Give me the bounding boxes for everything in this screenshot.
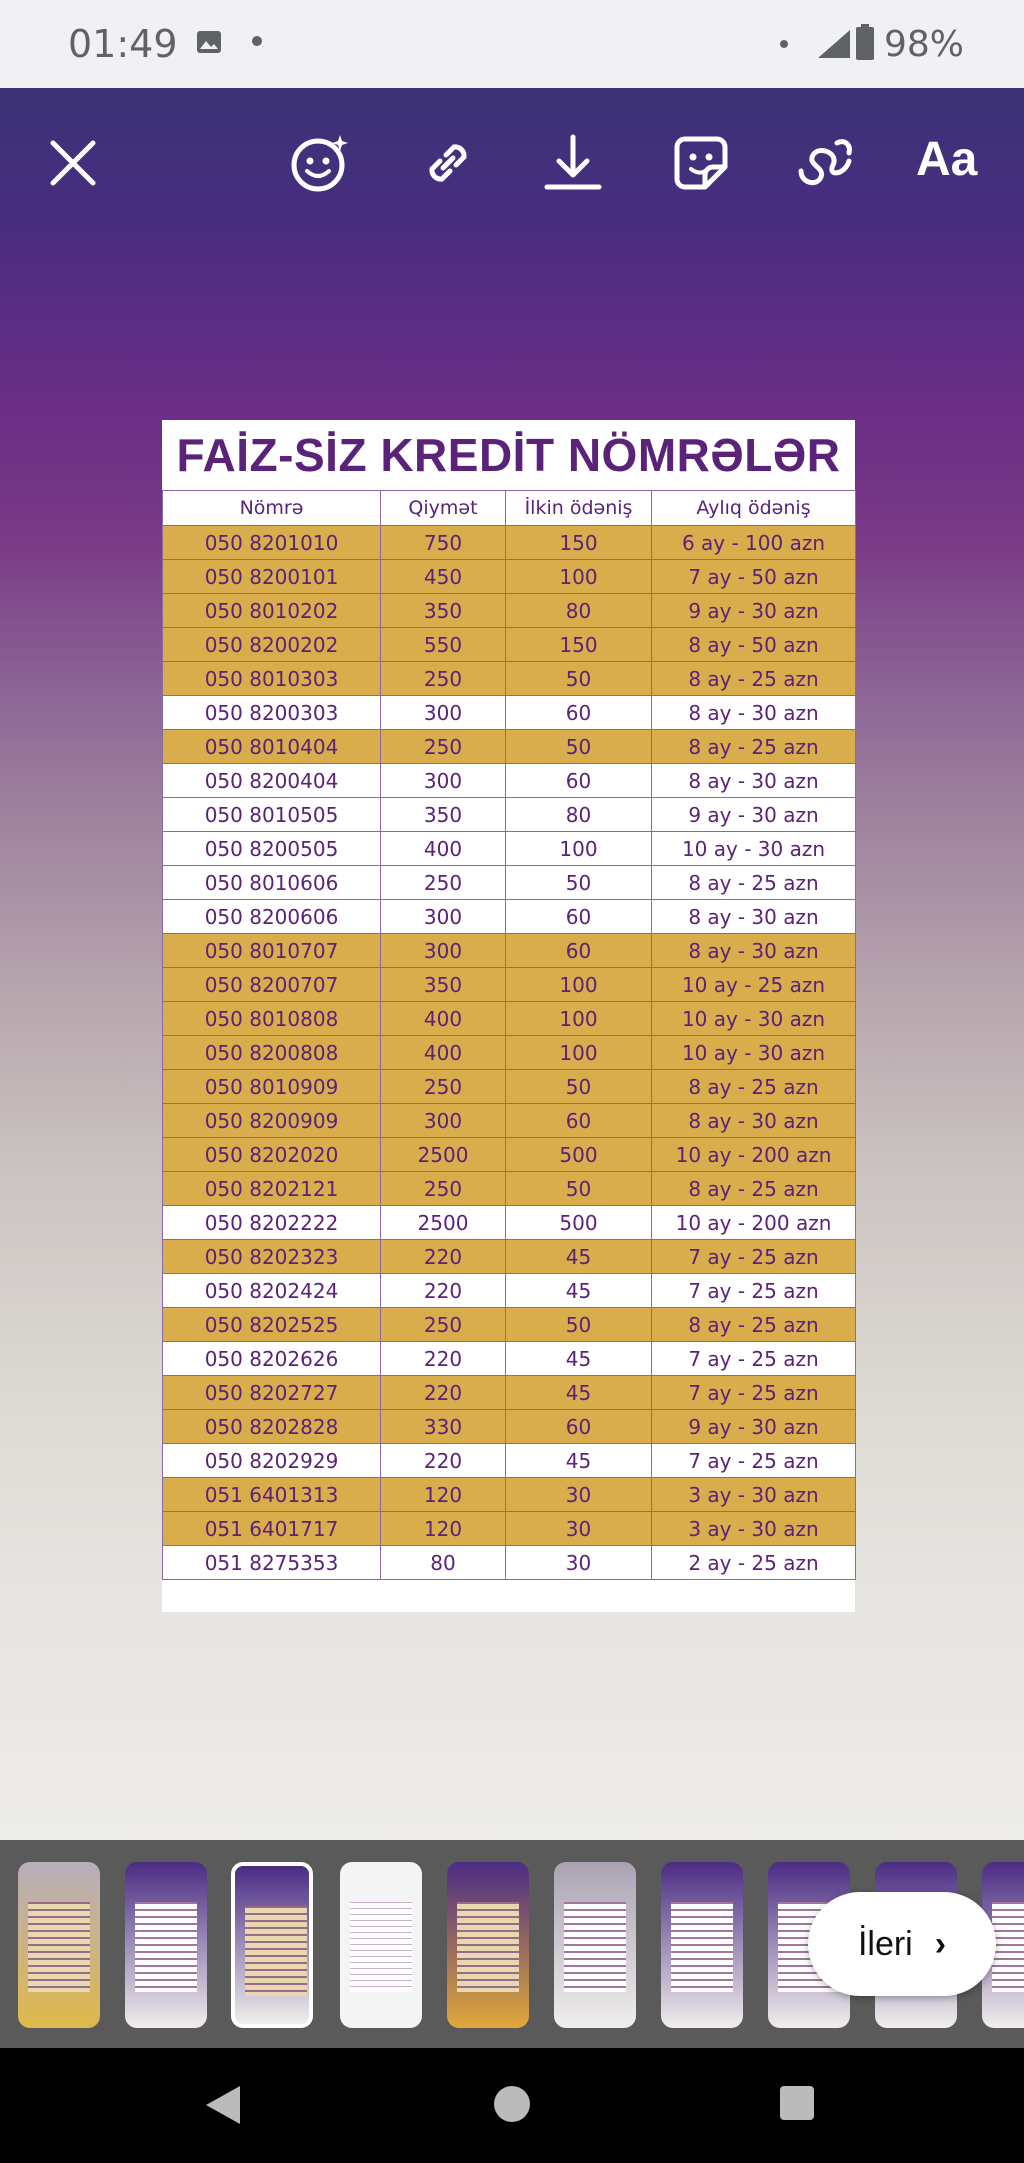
cell-monthly-payment: 7 ay - 25 azn bbox=[652, 1342, 856, 1376]
cell-number: 050 8202727 bbox=[163, 1376, 381, 1410]
cell-initial-payment: 30 bbox=[506, 1546, 652, 1580]
table-row bbox=[163, 1036, 856, 1070]
thumbnail-3-selected[interactable] bbox=[231, 1862, 313, 2028]
table-row bbox=[163, 1546, 856, 1580]
cell-number: 051 6401313 bbox=[163, 1478, 381, 1512]
cell-price: 250 bbox=[381, 1308, 506, 1342]
chevron-right-icon: › bbox=[934, 1924, 947, 1963]
table-row bbox=[163, 662, 856, 696]
cell-monthly-payment: 8 ay - 30 azn bbox=[652, 764, 856, 798]
link-button[interactable] bbox=[413, 128, 483, 198]
cell-monthly-payment: 3 ay - 30 azn bbox=[652, 1478, 856, 1512]
cell-price: 300 bbox=[381, 1104, 506, 1138]
notification-dot-icon bbox=[252, 36, 262, 46]
link-icon bbox=[416, 131, 480, 195]
sticker-icon bbox=[669, 131, 733, 195]
cell-initial-payment: 60 bbox=[506, 900, 652, 934]
cell-monthly-payment: 7 ay - 25 azn bbox=[652, 1376, 856, 1410]
cell-monthly-payment: 2 ay - 25 azn bbox=[652, 1546, 856, 1580]
back-button[interactable] bbox=[206, 2086, 240, 2124]
download-icon bbox=[541, 131, 605, 195]
table-row bbox=[163, 1206, 856, 1240]
table-row bbox=[163, 866, 856, 900]
cell-number: 050 8202525 bbox=[163, 1308, 381, 1342]
table-row bbox=[163, 1104, 856, 1138]
cell-number: 050 8010505 bbox=[163, 798, 381, 832]
cell-number: 050 8200202 bbox=[163, 628, 381, 662]
cell-price: 350 bbox=[381, 594, 506, 628]
scribble-draw-icon bbox=[793, 131, 857, 195]
cell-number: 050 8200808 bbox=[163, 1036, 381, 1070]
next-button[interactable] bbox=[808, 1892, 996, 1996]
table-row bbox=[163, 1138, 856, 1172]
cell-number: 050 8010404 bbox=[163, 730, 381, 764]
cell-initial-payment: 60 bbox=[506, 696, 652, 730]
cell-initial-payment: 80 bbox=[506, 798, 652, 832]
table-row bbox=[163, 1512, 856, 1546]
editor-toolbar bbox=[0, 88, 1024, 238]
cell-price: 2500 bbox=[381, 1138, 506, 1172]
cell-price: 300 bbox=[381, 696, 506, 730]
cell-number: 050 8010606 bbox=[163, 866, 381, 900]
cell-initial-payment: 150 bbox=[506, 628, 652, 662]
home-button[interactable] bbox=[494, 2086, 530, 2122]
cell-initial-payment: 45 bbox=[506, 1342, 652, 1376]
cell-initial-payment: 80 bbox=[506, 594, 652, 628]
cell-price: 220 bbox=[381, 1376, 506, 1410]
download-button[interactable] bbox=[538, 128, 608, 198]
cell-initial-payment: 150 bbox=[506, 526, 652, 560]
cell-price: 450 bbox=[381, 560, 506, 594]
cell-number: 050 8200404 bbox=[163, 764, 381, 798]
table-row bbox=[163, 696, 856, 730]
cell-monthly-payment: 3 ay - 30 azn bbox=[652, 1512, 856, 1546]
credit-numbers-table bbox=[162, 490, 856, 1580]
cell-price: 550 bbox=[381, 628, 506, 662]
close-button[interactable] bbox=[38, 128, 108, 198]
image-notification-icon bbox=[196, 30, 222, 54]
cell-price: 250 bbox=[381, 866, 506, 900]
thumbnail-6[interactable] bbox=[554, 1862, 636, 2028]
cell-monthly-payment: 8 ay - 30 azn bbox=[652, 900, 856, 934]
status-time: 01:49 bbox=[68, 22, 178, 66]
cell-number: 050 8202929 bbox=[163, 1444, 381, 1478]
cell-price: 120 bbox=[381, 1478, 506, 1512]
cell-number: 050 8200707 bbox=[163, 968, 381, 1002]
table-row bbox=[163, 560, 856, 594]
cell-number: 050 8010909 bbox=[163, 1070, 381, 1104]
cell-price: 300 bbox=[381, 764, 506, 798]
sheet-title: FAİZ-SİZ KREDİT NÖMRƏLƏR bbox=[176, 429, 841, 481]
cell-initial-payment: 100 bbox=[506, 832, 652, 866]
cell-price: 300 bbox=[381, 934, 506, 968]
cell-initial-payment: 45 bbox=[506, 1240, 652, 1274]
header-number: Nömrə bbox=[163, 491, 381, 526]
status-dot-icon bbox=[780, 40, 788, 48]
cell-monthly-payment: 10 ay - 25 azn bbox=[652, 968, 856, 1002]
cell-monthly-payment: 10 ay - 200 azn bbox=[652, 1206, 856, 1240]
cell-price: 250 bbox=[381, 662, 506, 696]
cell-price: 330 bbox=[381, 1410, 506, 1444]
table-row bbox=[163, 934, 856, 968]
cell-number: 050 8200505 bbox=[163, 832, 381, 866]
header-initial-payment: İlkin ödəniş bbox=[506, 491, 652, 526]
cell-price: 400 bbox=[381, 1002, 506, 1036]
cell-monthly-payment: 7 ay - 25 azn bbox=[652, 1274, 856, 1308]
cell-number: 050 8200606 bbox=[163, 900, 381, 934]
cell-monthly-payment: 8 ay - 25 azn bbox=[652, 662, 856, 696]
cell-price: 750 bbox=[381, 526, 506, 560]
cell-initial-payment: 50 bbox=[506, 1070, 652, 1104]
table-row bbox=[163, 1410, 856, 1444]
cell-price: 80 bbox=[381, 1546, 506, 1580]
header-monthly-payment: Aylıq ödəniş bbox=[652, 491, 856, 526]
draw-button[interactable] bbox=[790, 128, 860, 198]
table-row bbox=[163, 1376, 856, 1410]
cell-price: 220 bbox=[381, 1342, 506, 1376]
cell-initial-payment: 30 bbox=[506, 1512, 652, 1546]
cell-monthly-payment: 8 ay - 25 azn bbox=[652, 730, 856, 764]
text-tool-button[interactable]: Aa bbox=[916, 133, 978, 186]
header-price: Qiymət bbox=[381, 491, 506, 526]
cell-initial-payment: 45 bbox=[506, 1274, 652, 1308]
cell-price: 250 bbox=[381, 1172, 506, 1206]
cell-price: 2500 bbox=[381, 1206, 506, 1240]
sticker-button[interactable] bbox=[666, 128, 736, 198]
battery-percentage: 98% bbox=[884, 24, 965, 65]
table-header-row bbox=[163, 491, 856, 526]
cell-price: 220 bbox=[381, 1240, 506, 1274]
cell-initial-payment: 45 bbox=[506, 1376, 652, 1410]
cell-number: 050 8202121 bbox=[163, 1172, 381, 1206]
cell-price: 350 bbox=[381, 968, 506, 1002]
cell-initial-payment: 100 bbox=[506, 1002, 652, 1036]
next-button-label: İleri bbox=[857, 1924, 913, 1963]
cell-monthly-payment: 6 ay - 100 azn bbox=[652, 526, 856, 560]
story-editor bbox=[0, 88, 1024, 1840]
cell-price: 220 bbox=[381, 1444, 506, 1478]
table-row bbox=[163, 1240, 856, 1274]
cell-price: 120 bbox=[381, 1512, 506, 1546]
cell-monthly-payment: 8 ay - 50 azn bbox=[652, 628, 856, 662]
cell-number: 050 8010808 bbox=[163, 1002, 381, 1036]
cell-monthly-payment: 8 ay - 30 azn bbox=[652, 696, 856, 730]
table-row bbox=[163, 832, 856, 866]
cell-monthly-payment: 8 ay - 30 azn bbox=[652, 1104, 856, 1138]
cell-monthly-payment: 7 ay - 25 azn bbox=[652, 1240, 856, 1274]
close-icon bbox=[41, 131, 105, 195]
cell-price: 400 bbox=[381, 1036, 506, 1070]
cell-initial-payment: 60 bbox=[506, 764, 652, 798]
cell-price: 220 bbox=[381, 1274, 506, 1308]
cell-number: 050 8202828 bbox=[163, 1410, 381, 1444]
table-row bbox=[163, 1172, 856, 1206]
table-row bbox=[163, 628, 856, 662]
cell-initial-payment: 50 bbox=[506, 866, 652, 900]
cell-initial-payment: 50 bbox=[506, 1308, 652, 1342]
table-row bbox=[163, 526, 856, 560]
cell-monthly-payment: 10 ay - 200 azn bbox=[652, 1138, 856, 1172]
table-row bbox=[163, 1002, 856, 1036]
cell-monthly-payment: 10 ay - 30 azn bbox=[652, 1002, 856, 1036]
media-thumbnail-strip bbox=[0, 1840, 1024, 2048]
cell-number: 050 8010707 bbox=[163, 934, 381, 968]
table-row bbox=[163, 594, 856, 628]
cell-monthly-payment: 8 ay - 25 azn bbox=[652, 1070, 856, 1104]
cell-price: 400 bbox=[381, 832, 506, 866]
face-effects-icon bbox=[288, 131, 352, 195]
table-row bbox=[163, 798, 856, 832]
cell-number: 051 6401717 bbox=[163, 1512, 381, 1546]
thumbnail-4[interactable] bbox=[340, 1862, 422, 2028]
cell-price: 300 bbox=[381, 900, 506, 934]
cell-initial-payment: 100 bbox=[506, 1036, 652, 1070]
cell-monthly-payment: 10 ay - 30 azn bbox=[652, 832, 856, 866]
recents-button[interactable] bbox=[780, 2086, 814, 2120]
cell-number: 050 8200303 bbox=[163, 696, 381, 730]
cell-monthly-payment: 9 ay - 30 azn bbox=[652, 798, 856, 832]
cell-number: 050 8010202 bbox=[163, 594, 381, 628]
cell-initial-payment: 30 bbox=[506, 1478, 652, 1512]
cell-monthly-payment: 7 ay - 25 azn bbox=[652, 1444, 856, 1478]
signal-icon bbox=[816, 28, 852, 60]
cell-price: 250 bbox=[381, 1070, 506, 1104]
thumbnail-1[interactable] bbox=[18, 1862, 100, 2028]
table-row bbox=[163, 1274, 856, 1308]
cell-initial-payment: 50 bbox=[506, 662, 652, 696]
cell-initial-payment: 60 bbox=[506, 1104, 652, 1138]
cell-number: 050 8200101 bbox=[163, 560, 381, 594]
cell-price: 250 bbox=[381, 730, 506, 764]
cell-initial-payment: 100 bbox=[506, 560, 652, 594]
cell-number: 050 8201010 bbox=[163, 526, 381, 560]
cell-number: 051 8275353 bbox=[163, 1546, 381, 1580]
table-row bbox=[163, 1342, 856, 1376]
cell-initial-payment: 50 bbox=[506, 730, 652, 764]
cell-price: 350 bbox=[381, 798, 506, 832]
table-row bbox=[163, 1308, 856, 1342]
cell-initial-payment: 500 bbox=[506, 1138, 652, 1172]
cell-monthly-payment: 7 ay - 50 azn bbox=[652, 560, 856, 594]
table-row bbox=[163, 1478, 856, 1512]
battery-icon bbox=[856, 24, 874, 60]
cell-number: 050 8202020 bbox=[163, 1138, 381, 1172]
table-row bbox=[163, 968, 856, 1002]
cell-number: 050 8202222 bbox=[163, 1206, 381, 1240]
effects-button[interactable] bbox=[285, 128, 355, 198]
status-bar bbox=[0, 0, 1024, 88]
cell-monthly-payment: 8 ay - 25 azn bbox=[652, 866, 856, 900]
table-row bbox=[163, 900, 856, 934]
cell-number: 050 8202626 bbox=[163, 1342, 381, 1376]
cell-monthly-payment: 10 ay - 30 azn bbox=[652, 1036, 856, 1070]
table-row bbox=[163, 764, 856, 798]
cell-number: 050 8202424 bbox=[163, 1274, 381, 1308]
cell-initial-payment: 50 bbox=[506, 1172, 652, 1206]
table-row bbox=[163, 730, 856, 764]
cell-monthly-payment: 8 ay - 25 azn bbox=[652, 1308, 856, 1342]
table-body bbox=[163, 526, 856, 1580]
table-row bbox=[163, 1444, 856, 1478]
navigation-bar bbox=[0, 2048, 1024, 2163]
cell-number: 050 8010303 bbox=[163, 662, 381, 696]
cell-initial-payment: 60 bbox=[506, 934, 652, 968]
cell-initial-payment: 500 bbox=[506, 1206, 652, 1240]
cell-initial-payment: 60 bbox=[506, 1410, 652, 1444]
cell-number: 050 8202323 bbox=[163, 1240, 381, 1274]
credit-numbers-image[interactable] bbox=[162, 420, 855, 1612]
cell-initial-payment: 100 bbox=[506, 968, 652, 1002]
cell-number: 050 8200909 bbox=[163, 1104, 381, 1138]
cell-monthly-payment: 8 ay - 30 azn bbox=[652, 934, 856, 968]
table-row bbox=[163, 1070, 856, 1104]
cell-initial-payment: 45 bbox=[506, 1444, 652, 1478]
cell-monthly-payment: 9 ay - 30 azn bbox=[652, 594, 856, 628]
cell-monthly-payment: 8 ay - 25 azn bbox=[652, 1172, 856, 1206]
thumbnail-5[interactable] bbox=[447, 1862, 529, 2028]
cell-monthly-payment: 9 ay - 30 azn bbox=[652, 1410, 856, 1444]
thumbnail-2[interactable] bbox=[125, 1862, 207, 2028]
thumbnail-7[interactable] bbox=[661, 1862, 743, 2028]
